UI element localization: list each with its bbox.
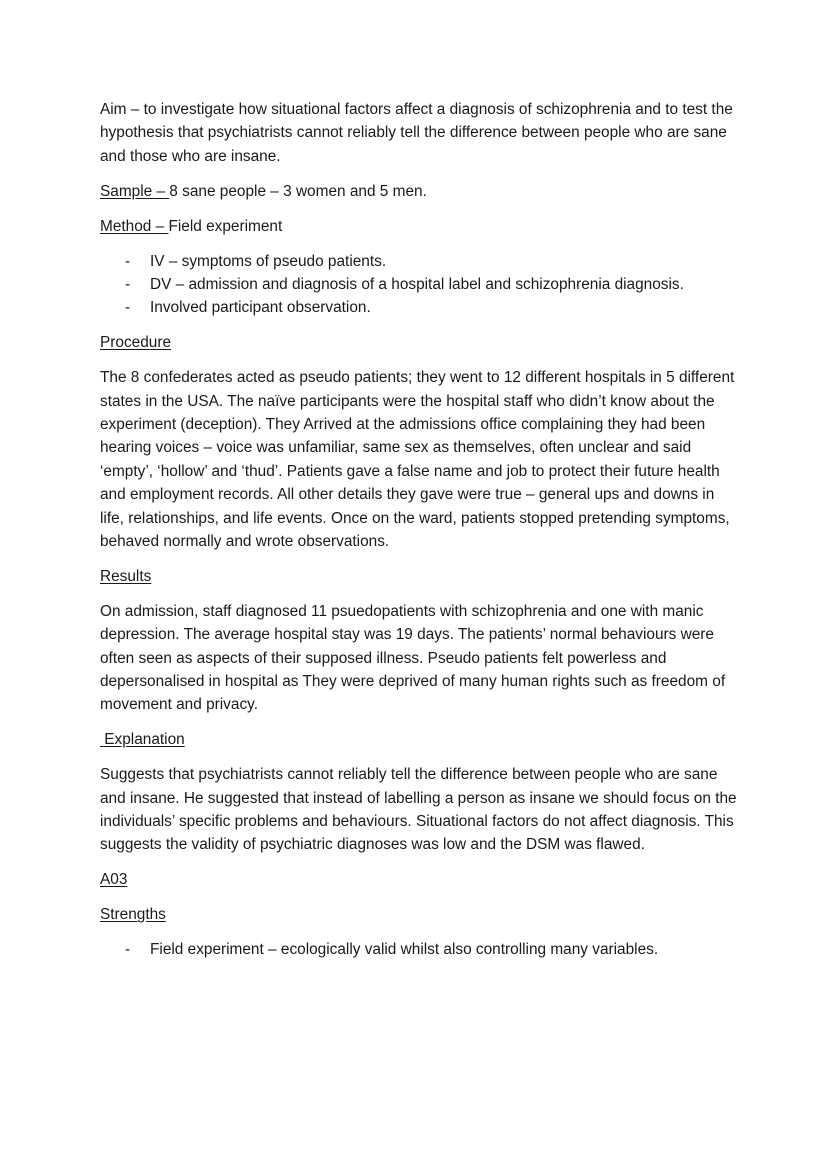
sample-text: 8 sane people – 3 women and 5 men. (169, 182, 427, 200)
method-text: Field experiment (168, 217, 283, 235)
explanation-heading-text: Explanation (100, 731, 185, 749)
procedure-paragraph: The 8 confederates acted as pseudo patients; they went to 12 different hospitals in 5 different states in the USA. The naïve participants were the hospital staff who didn’t know about the experiment (deception). They Arrived at the admissions office complaining they had been hearing voices – voice was unfamiliar, same sex as themselves, often unclear and said ‘empty’, ‘hollow’ and ‘thud’. Patients gave a false name and job to protect their future health and employment records. All other details they gave were true – general ups and downs in life, relationships, and life events. Once on the ward, patients stopped pretending symptoms, behaved normally and wrote observations. (100, 369, 735, 550)
dash-bullet: - (125, 252, 131, 270)
results-paragraph: On admission, staff diagnosed 11 psuedopatients with schizophrenia and one with manic depression. The average hospital stay was 19 days. The patients’ normal behaviours were often seen as aspects of their supposed illness. Pseudo patients felt powerless and depersonalised in hospital as They were deprived of many human rights such as freedom of movement and privacy. (100, 602, 726, 714)
strength-item-field-experiment: Field experiment – ecologically valid whilst also controlling many variables. (150, 941, 659, 959)
results-heading (100, 565, 740, 588)
strengths-heading-text: Strengths (100, 906, 166, 924)
list-item (100, 938, 740, 961)
strengths-list (100, 938, 740, 961)
ao3-heading-text: A03 (100, 871, 128, 889)
aim-label: Aim (100, 101, 127, 118)
document-page (100, 98, 740, 973)
procedure-heading-text: Procedure (100, 334, 172, 352)
aim-paragraph (100, 98, 740, 168)
results-heading-text: Results (100, 567, 152, 585)
dash-bullet: - (125, 299, 131, 317)
explanation-paragraph: Suggests that psychiatrists cannot reliably tell the difference between people who are sane and insane. He suggested that instead of labelling a person as insane we should focus on the individuals’ specific problems and behaviours. Situational factors do not affect diagnosis. This suggests the validity of psychiatric diagnoses was low and the DSM was flawed. (100, 766, 737, 854)
ao3-heading (100, 868, 740, 891)
method-paragraph (100, 215, 740, 238)
list-item (100, 273, 740, 296)
method-label: Method – (100, 217, 169, 235)
strengths-heading (100, 903, 740, 926)
dash-bullet: - (125, 275, 131, 293)
list-item (100, 296, 740, 319)
dash-bullet: - (125, 941, 131, 959)
explanation-heading (100, 728, 740, 751)
procedure-heading (100, 331, 740, 354)
method-item-observation: Involved participant observation. (150, 299, 371, 317)
aim-text: – to investigate how situational factors affect a diagnosis of schizophrenia and to test the hypothesis that psychiatrists cannot reliably tell the difference between people who are sane and those who are insane. (100, 101, 733, 165)
sample-paragraph (100, 180, 740, 203)
method-item-iv: IV – symptoms of pseudo patients. (150, 252, 387, 270)
method-list (100, 250, 740, 320)
method-item-dv: DV – admission and diagnosis of a hospital label and schizophrenia diagnosis. (150, 275, 684, 293)
list-item (100, 250, 740, 273)
sample-label: Sample – (100, 182, 170, 200)
